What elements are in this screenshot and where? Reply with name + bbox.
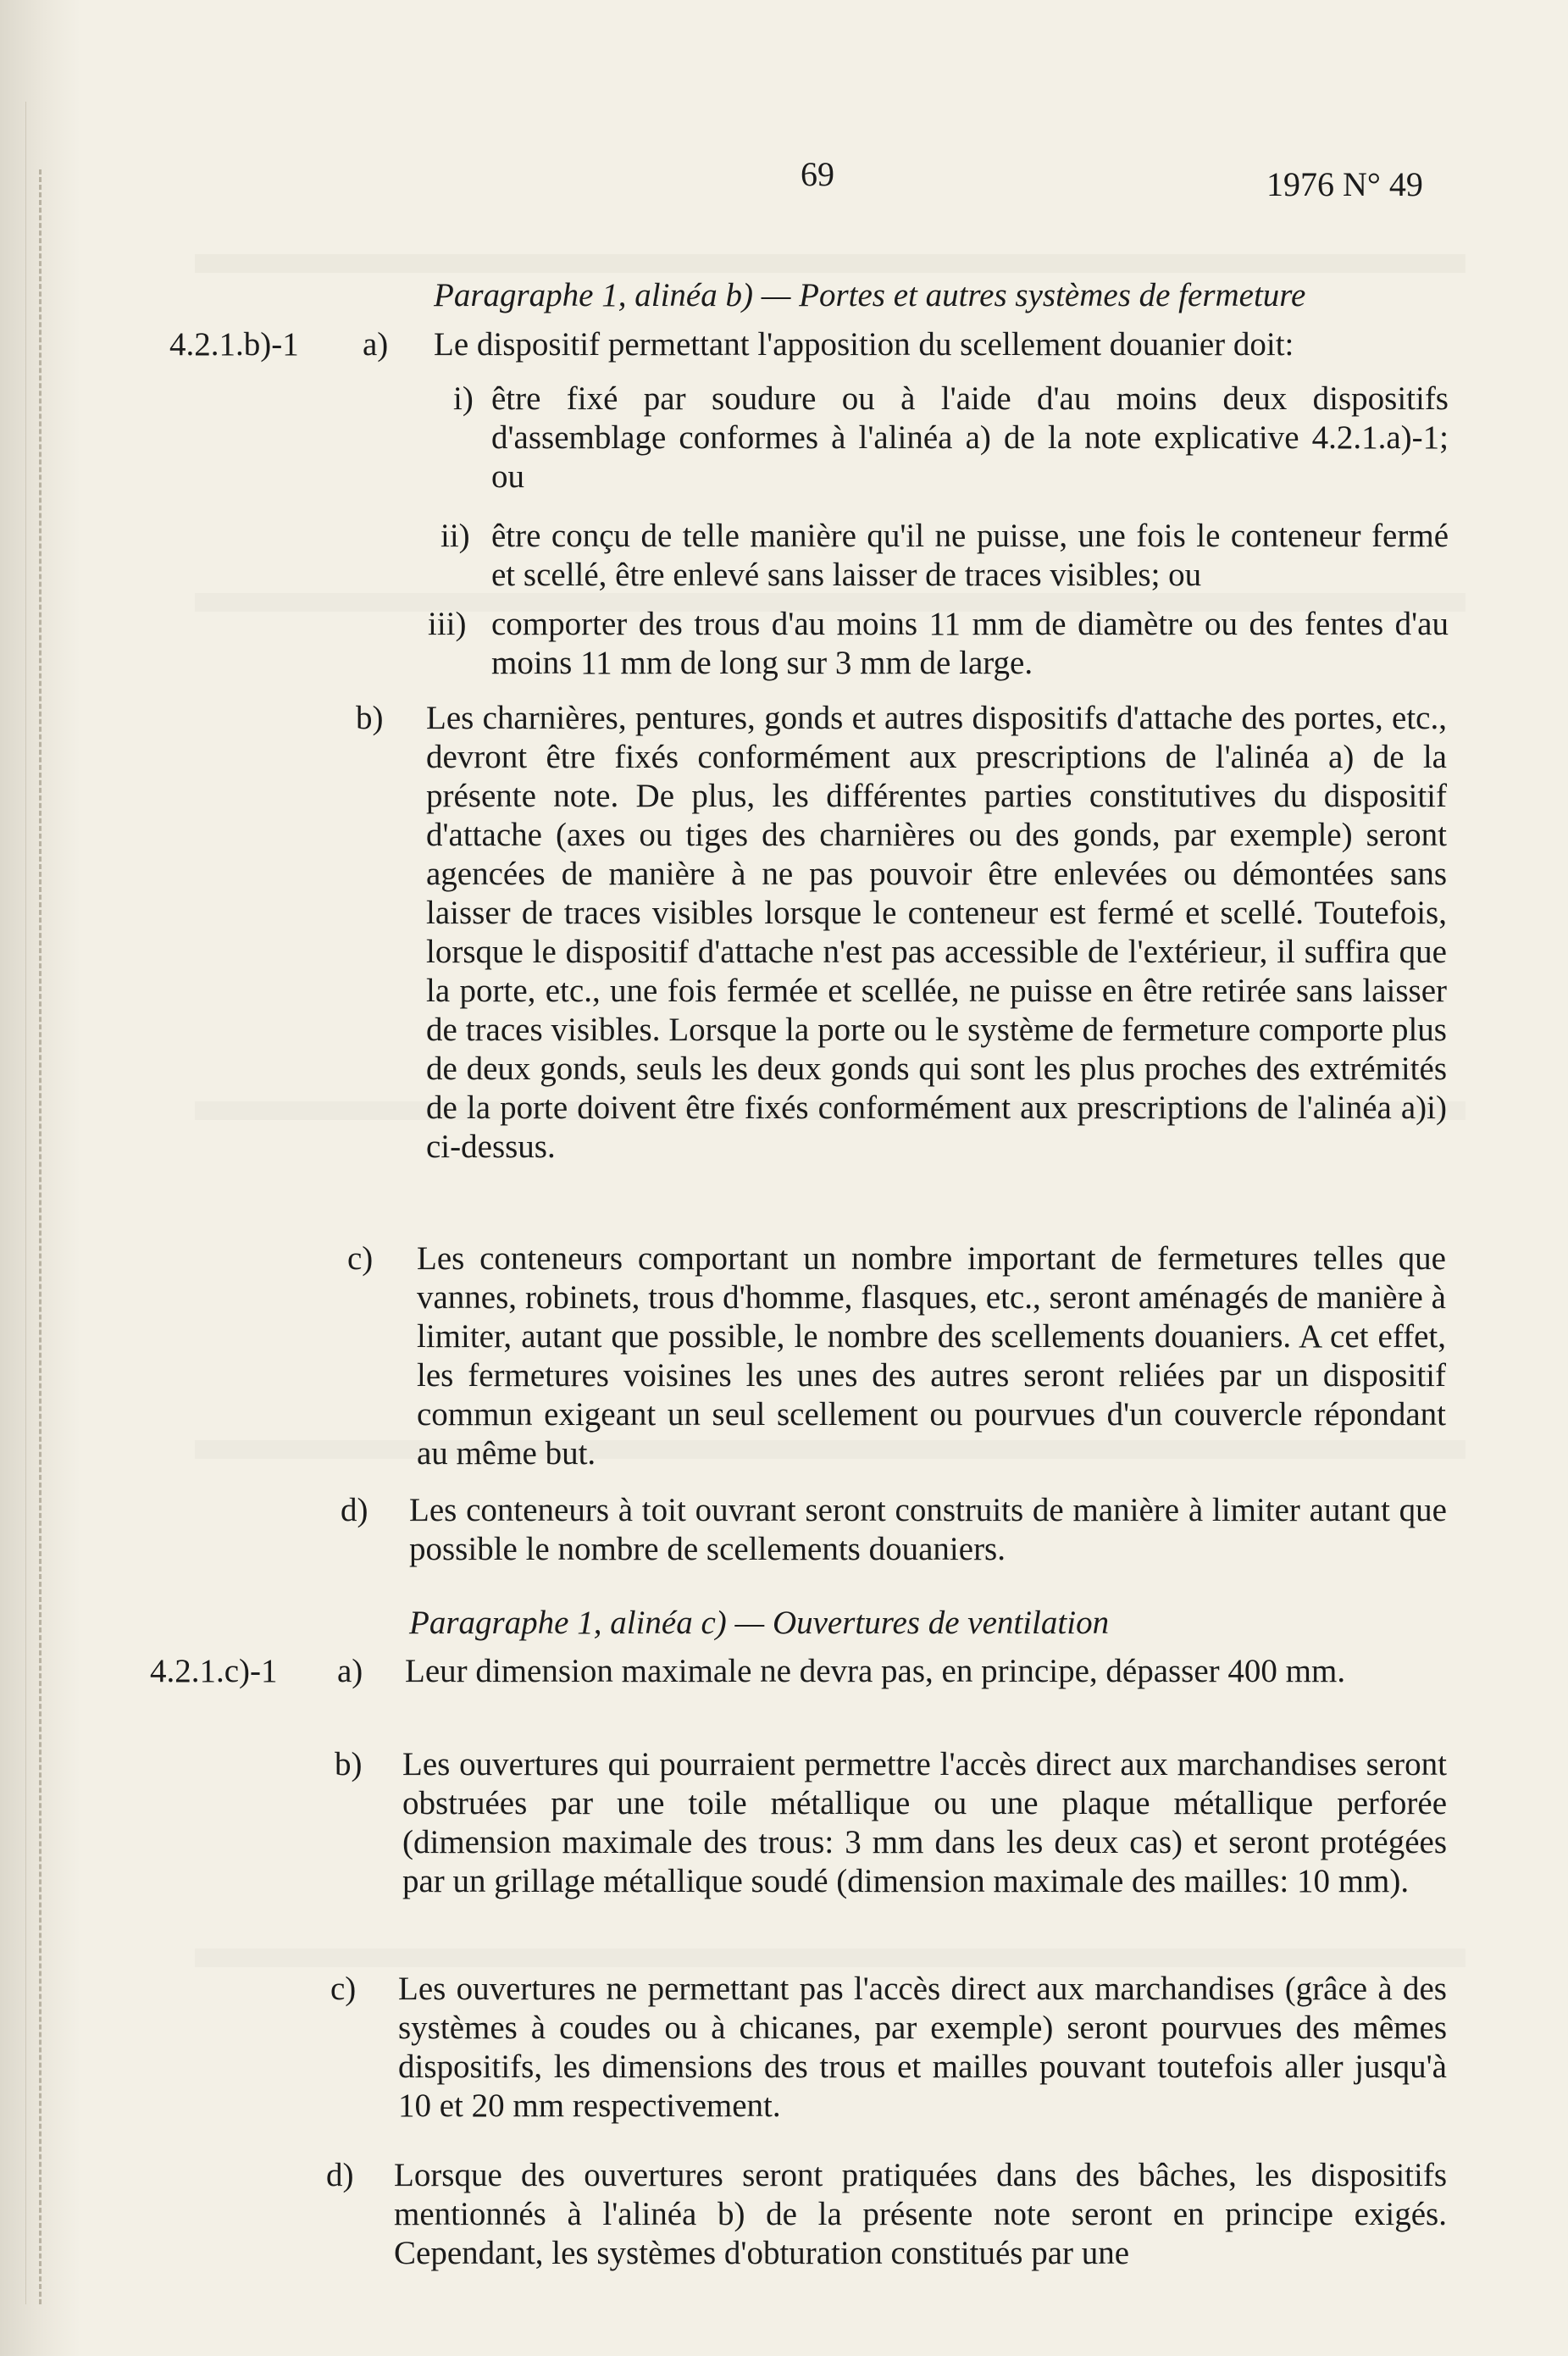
note-reference: 4.2.1.b)-1 xyxy=(169,326,299,363)
note-reference: 4.2.1.c)-1 xyxy=(150,1653,278,1689)
item-label: d) xyxy=(341,1492,368,1528)
item-text: Lorsque des ouvertures seront pratiquées dans des bâches, les dispositifs mentionnés à l'alinéa b) de la présente note seront en principe exigés. Cependant, les systèmes d'obturation constitués par une xyxy=(394,2157,1447,2271)
subitem-label: ii) xyxy=(440,518,470,554)
document-reference: 1976 N° 49 xyxy=(1266,165,1423,203)
item-label: a) xyxy=(337,1653,363,1689)
section-heading: Paragraphe 1, alinéa c) — Ouvertures de ventilation xyxy=(409,1605,1110,1641)
item-text: Leur dimension maximale ne devra pas, en principe, dépasser 400 mm. xyxy=(405,1653,1346,1689)
item-text: Les ouvertures ne permettant pas l'accès direct aux marchandises (grâce à des systèmes à coudes ou à chicanes, par exemple) seront pourvues des mêmes dispositifs, les dimensions des trous et mailles pouvant toutefois aller jusqu'à 10 et 20 mm respectivement. xyxy=(398,1971,1447,2124)
item-label: c) xyxy=(347,1240,374,1277)
binding-stitching xyxy=(39,169,42,2304)
subitem-label: i) xyxy=(453,380,474,417)
item-text: Les ouvertures qui pourraient permettre l'accès direct aux marchandises seront obstruées par une toile métallique ou une plaque métallique perforée (dimension maximale des trous: 3 mm dans les deux cas) et seront protégées par un grillage métallique soudé (dimension maximale des mailles: 10 mm). xyxy=(402,1746,1447,1899)
item-text: Les conteneurs comportant un nombre important de fermetures telles que vannes, robinets, trous d'homme, flasques, etc., seront aménagés de manière à limiter, autant que possible, le nombre des scellements douaniers. A cet effet, les fermetures voisines les unes des autres seront reliées par un dispositif commun exigeant un seul scellement ou pourvues d'un couvercle répondant au même but. xyxy=(417,1240,1446,1472)
subitem-text: comporter des trous d'au moins 11 mm de diamètre ou des fentes d'au moins 11 mm de long sur 3 mm de large. xyxy=(491,606,1449,681)
item-text: Le dispositif permettant l'apposition du scellement douanier doit: xyxy=(434,326,1294,363)
item-text: Les charnières, pentures, gonds et autres dispositifs d'attache des portes, etc., devront être fixés conformément aux prescriptions de l'alinéa a) de la présente note. De plus, les différentes parties constitutives du dispositif d'attache (axes ou tiges des charnières ou des gonds, par exemple) seront agencées de manière à ne pas pouvoir être enlevées ou démontées sans laisser de traces visibles lorsque le conteneur est fermé et scellé. Toutefois, lorsque le dispositif d'attache n'est pas accessible de l'extérieur, il suffira que la porte, etc., une fois fermée et scellée, ne puisse en être retirée sans laisser de traces visibles. Lorsque la porte ou le système de fermeture comporte plus de deux gonds, seuls les deux gonds qui sont les plus proches des extrémités de la porte doivent être fixés conformément aux prescriptions de l'alinéa a)i) ci-dessus. xyxy=(426,700,1447,1165)
page-number: 69 xyxy=(801,155,834,193)
item-label: a) xyxy=(363,326,389,363)
item-label: c) xyxy=(330,1971,357,2007)
item-label: b) xyxy=(356,700,384,736)
item-label: b) xyxy=(335,1746,363,1782)
binding-crease xyxy=(25,102,26,2304)
subitem-text: être fixé par soudure ou à l'aide d'au moins deux dispositifs d'assemblage conformes à l'alinéa a) de la note explicative 4.2.1.a)-1; ou xyxy=(491,380,1449,495)
item-label: d) xyxy=(326,2157,354,2193)
subitem-label: iii) xyxy=(428,606,467,642)
subitem-text: être conçu de telle manière qu'il ne puisse, une fois le conteneur fermé et scellé, être enlevé sans laisser de traces visibles; ou xyxy=(491,518,1449,593)
item-text: Les conteneurs à toit ouvrant seront construits de manière à limiter autant que possible le nombre de scellements douaniers. xyxy=(409,1492,1447,1567)
section-heading: Paragraphe 1, alinéa b) — Portes et autres systèmes de fermeture xyxy=(434,277,1306,313)
